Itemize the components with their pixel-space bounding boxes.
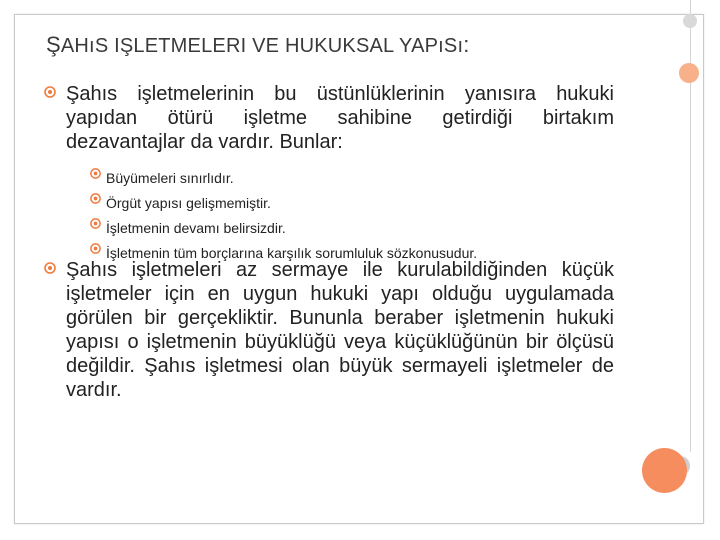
sub-bullet-text: Örgüt yapısı gelişmemiştir.: [106, 195, 271, 211]
decorative-circle-orange: [642, 448, 687, 493]
bullet-item-2: [44, 258, 614, 402]
sub-bullet-text: İşletmenin tüm borçlarına karşılık sorumluluk sözkonusudur.: [106, 245, 478, 261]
circle-bullet-icon: [90, 243, 101, 254]
circle-bullet-icon: [90, 193, 101, 204]
sub-bullet-item: [90, 166, 620, 191]
title-text: AHıS IŞLETMELERI VE HUKUKSAL YAPıSı: [60, 35, 464, 57]
title-initial: Ş: [46, 32, 61, 57]
circle-bullet-icon: [90, 218, 101, 229]
decorative-circle-peach: [679, 63, 699, 83]
circle-bullet-icon: [44, 262, 56, 274]
sub-bullet-text: İşletmenin devamı belirsizdir.: [106, 220, 286, 236]
bullet-text-1: Şahıs işletmelerinin bu üstünlüklerinin yanısıra hukuki yapıdan ötürü işletme sahibine getirdiği birtakım dezavantajlar da vardır. Bunlar:: [66, 83, 614, 153]
sub-bullet-list: [90, 166, 620, 266]
bullet-text-2: Şahıs işletmeleri az sermaye ile kurulabildiğinden küçük işletmeler için en uygun hukuki yapı olduğu uygulamada görülen bir gerçekliktir. Bununla beraber işletmenin hukuki yapısı o işletmenin büyüklüğü veya küçüklüğünün bir ölçüsü değildir. Şahıs işletmesi olan büyük sermayeli işletmeler de vardır.: [66, 259, 614, 401]
bullet-item-1: [44, 82, 614, 154]
sub-bullet-item: [90, 216, 620, 241]
sub-bullet-text: Büyümeleri sınırlıdır.: [106, 170, 234, 186]
circle-bullet-icon: [44, 86, 56, 98]
sub-bullet-item: [90, 191, 620, 216]
decorative-circle-small-gray: [683, 14, 697, 28]
title-colon: :: [463, 32, 470, 57]
slide-title: [46, 32, 646, 58]
circle-bullet-icon: [90, 168, 101, 179]
